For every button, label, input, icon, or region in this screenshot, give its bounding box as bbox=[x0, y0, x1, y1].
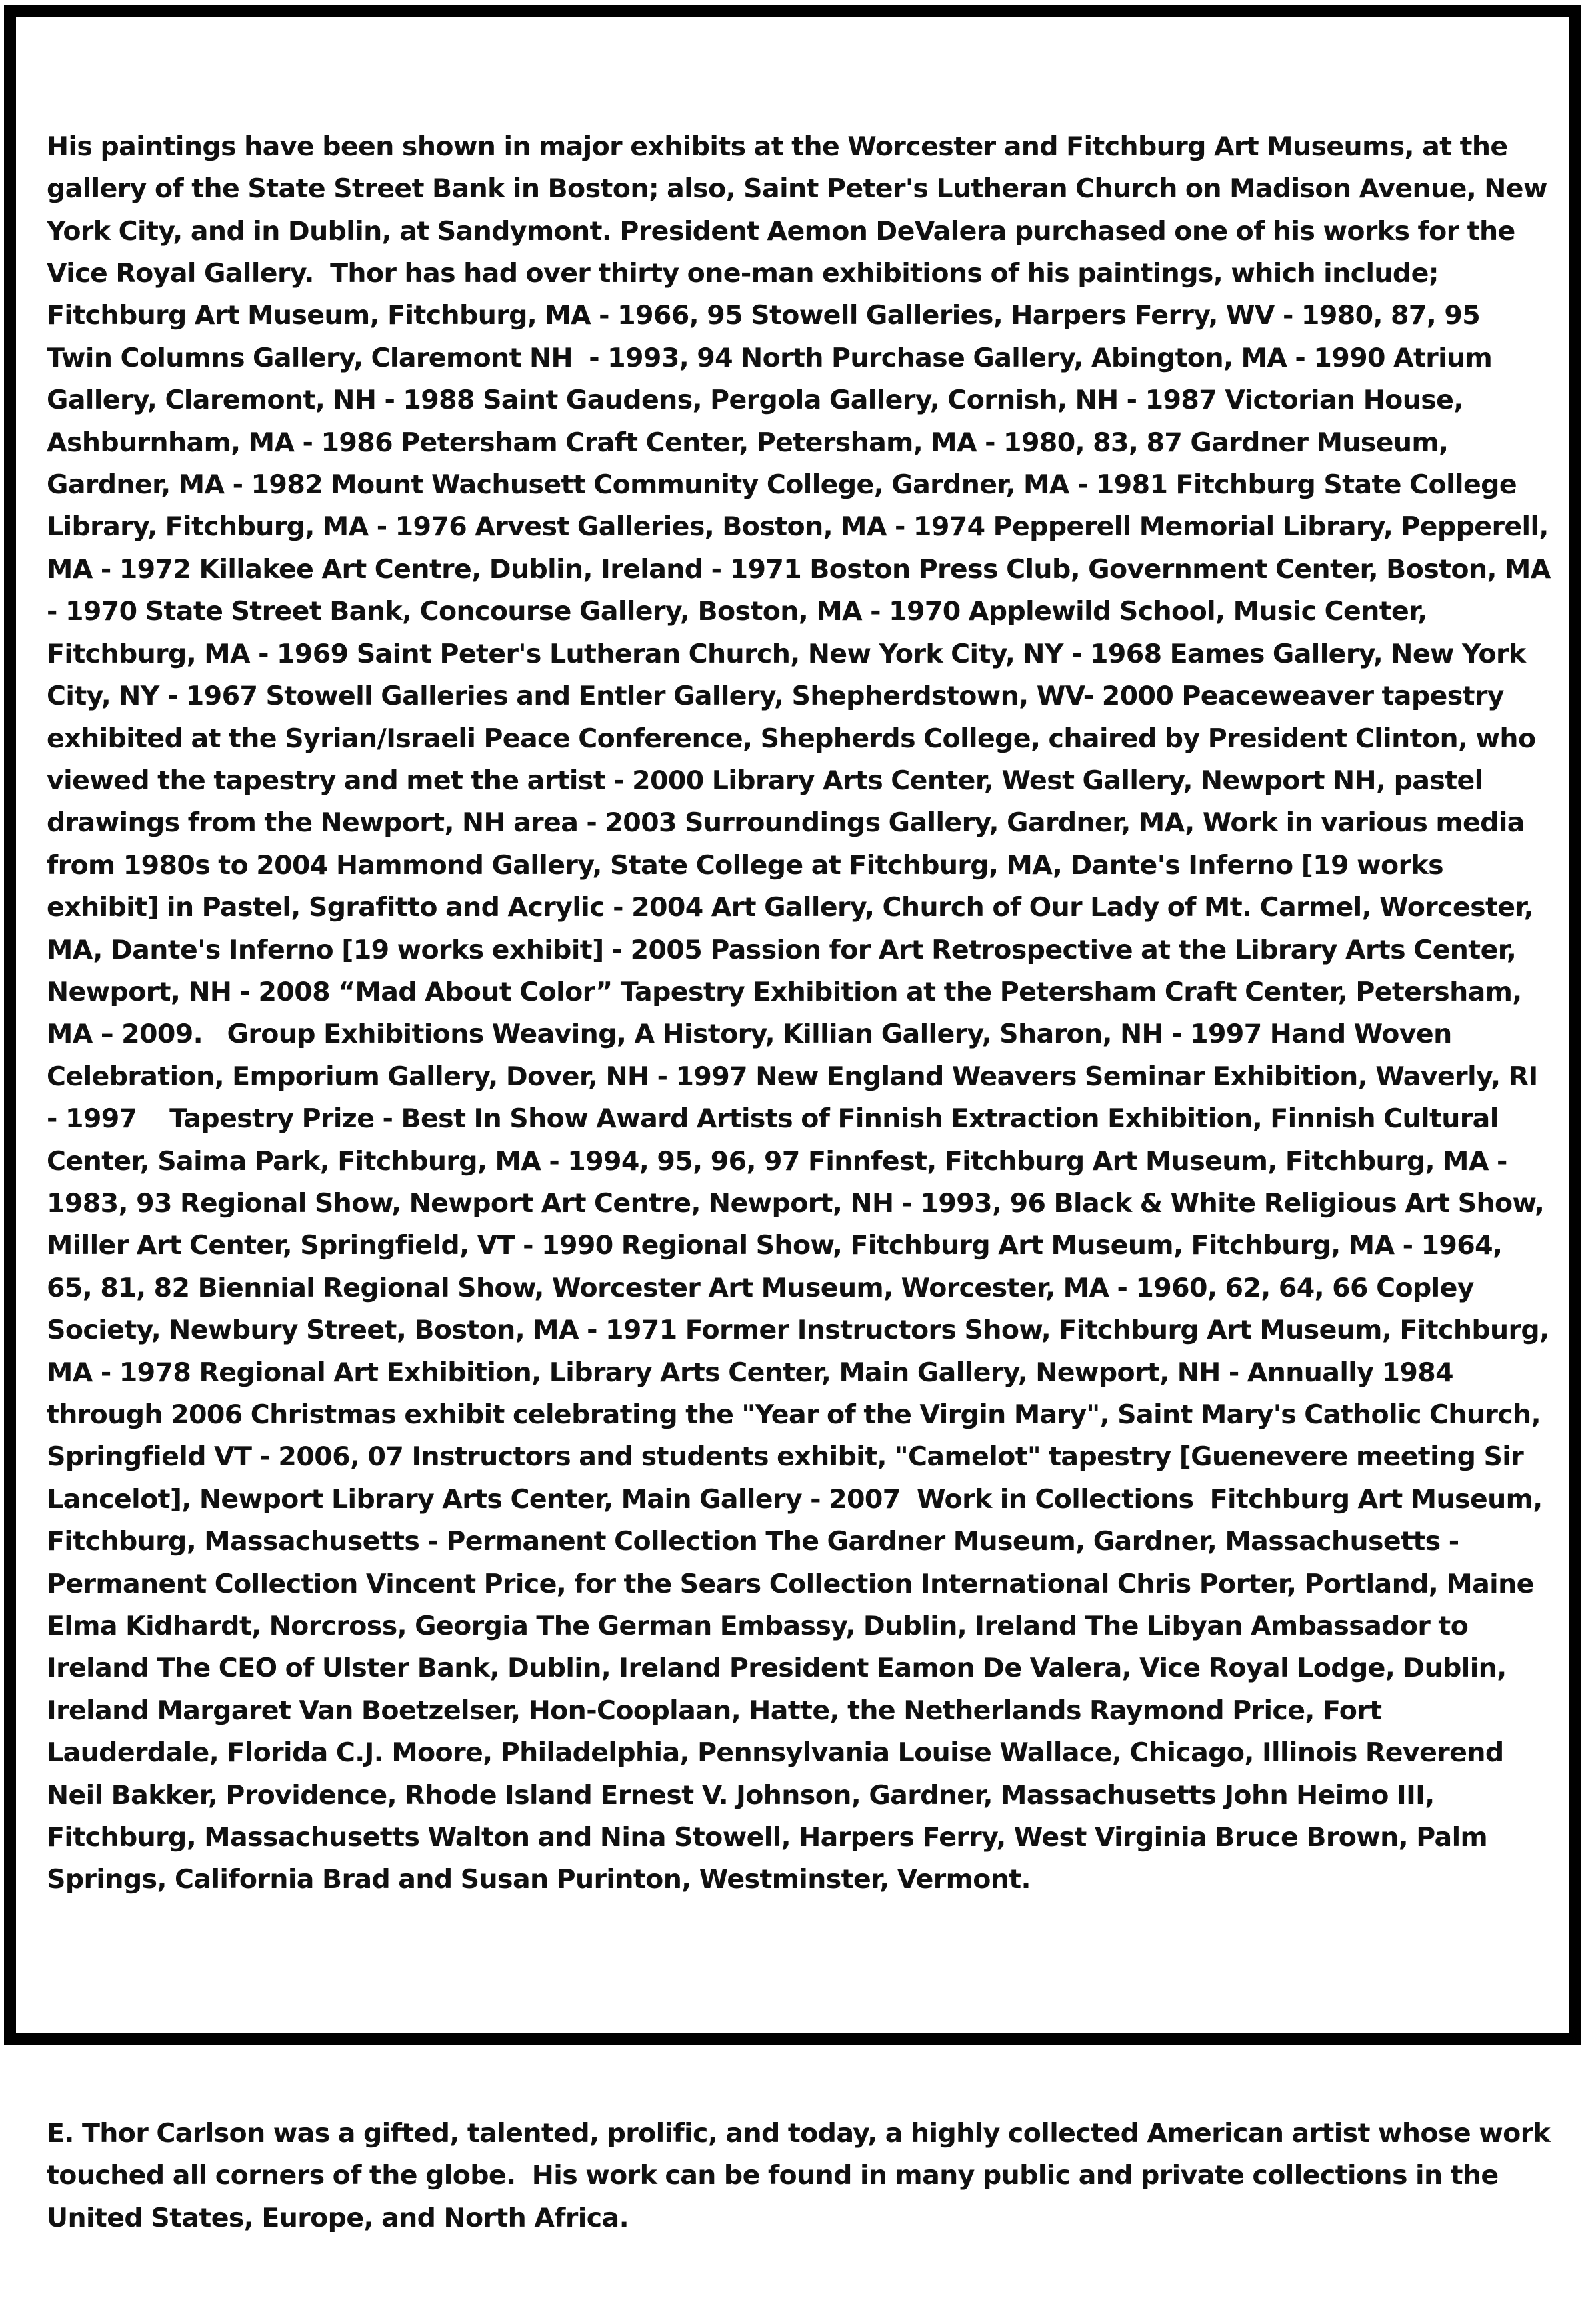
exhibitions-paragraph: His paintings have been shown in major exhibits at the Worcester and Fitchburg Art Museums, at the gallery of the State Street Bank in Boston; also, Saint Peter's Lutheran Church on Madison Avenue, New York City, and in Dublin, at Sandymont. President Aemon DeValera purchased one of his works for the Vice Royal Gallery. Thor has had over thirty one-man exhibitions of his paintings, which include; Fitchburg Art Museum, Fitchburg, MA - 1966, 95 Stowell Galleries, Harpers Ferry, WV - 1980, 87, 95 Twin Columns Gallery, Claremont NH - 1993, 94 North Purchase Gallery, Abington, MA - 1990 Atrium Gallery, Claremont, NH - 1988 Saint Gaudens, Pergola Gallery, Cornish, NH - 1987 Victorian House, Ashburnham, MA - 1986 Petersham Craft Center, Petersham, MA - 1980, 83, 87 Gardner Museum, Gardner, MA - 1982 Mount Wachusett Community College, Gardner, MA - 1981 Fitchburg State College Library, Fitchburg, MA - 1976 Arvest Galleries, Boston, MA - 1974 Pepperell Memorial Library, Pepperell, MA - 1972 Killakee Art Centre, Dublin, Ireland - 1971 Boston Press Club, Government Center, Boston, MA - 1970 State Street Bank, Concourse Gallery, Boston, MA - 1970 Applewild School, Music Center, Fitchburg, MA - 1969 Saint Peter's Lutheran Church, New York City, NY - 1968 Eames Gallery, New York City, NY - 1967 Stowell Galleries and Entler Gallery, Shepherdstown, WV- 2000 Peaceweaver tapestry exhibited at the Syrian/Israeli Peace Conference, Shepherds College, chaired by President Clinton, who viewed the tapestry and met the artist - 2000 Library Arts Center, West Gallery, Newport NH, pastel drawings from the Newport, NH area - 2003 Surroundings Gallery, Gardner, MA, Work in various media from 1980s to 2004 Hammond Gallery, State College at Fitchburg, MA, Dante's Inferno [19 works exhibit] in Pastel, Sgrafitto and Acrylic - 2004 Art Gallery, Church of Our Lady of Mt. Carmel, Worcester, MA, Dante's Inferno [19 works exhibit] - 2005 Passion for Art Retrospective at the Library Arts Center, Newport, NH - 2008 “Mad About Color” Tapestry Exhibition at the Petersham Craft Center, Petersham, MA – 2009. Group Exhibitions Weaving, A History, Killian Gallery, Sharon, NH - 1997 Hand Woven Celebration, Emporium Gallery, Dover, NH - 1997 New England Weavers Seminar Exhibition, Waverly, RI - 1997 Tapestry Prize - Best In Show Award Artists of Finnish Extraction Exhibition, Finnish Cultural Center, Saima Park, Fitchburg, MA - 1994, 95, 96, 97 Finnfest, Fitchburg Art Museum, Fitchburg, MA - 1983, 93 Regional Show, Newport Art Centre, Newport, NH - 1993, 96 Black & White Religious Art Show, Miller Art Center, Springfield, VT - 1990 Regional Show, Fitchburg Art Museum, Fitchburg, MA - 1964, 65, 81, 82 Biennial Regional Show, Worcester Art Museum, Worcester, MA - 1960, 62, 64, 66 Copley Society, Newbury Street, Boston, MA - 1971 Former Instructors Show, Fitchburg Art Museum, Fitchburg, MA - 1978 Regional Art Exhibition, Library Arts Center, Main Gallery, Newport, NH - Annually 1984 through 2006 Christmas exhibit celebrating the "Year of the Virgin Mary", Saint Mary's Catholic Church, Springfield VT - 2006, 07 Instructors and students exhibit, "Camelot" tapestry [Guenevere meeting Sir Lancelot], Newport Library Arts Center, Main Gallery - 2007 Work in Collections Fitchburg Art Museum, Fitchburg, Massachusetts - Permanent Collection The Gardner Museum, Gardner, Massachusetts - Permanent Collection Vincent Price, for the Sears Collection International Chris Porter, Portland, Maine Elma Kidhardt, Norcross, Georgia The German Embassy, Dublin, Ireland The Libyan Ambassador to Ireland The CEO of Ulster Bank, Dublin, Ireland President Eamon De Valera, Vice Royal Lodge, Dublin, Ireland Margaret Van Boetzelser, Hon-Cooplaan, Hatte, the Netherlands Raymond Price, Fort Lauderdale, Florida C.J. Moore, Philadelphia, Pennsylvania Louise Wallace, Chicago, Illinois Reverend Neil Bakker, Providence, Rhode Island Ernest V. Johnson, Gardner, Massachusetts John Heimo III, Fitchburg, Massachusetts Walton and Nina Stowell, Harpers Ferry, West Virginia Bruce Brown, Palm Springs, California Brad and Susan Purinton, Westminster, Vermont. bbox=[47, 131, 1559, 1895]
document-frame bbox=[4, 5, 1581, 2233]
summary-paragraph: E. Thor Carlson was a gifted, talented, prolific, and today, a highly collected American artist whose work touched all corners of the globe. His work can be found in many public and private collections in the United States, Europe, and North Africa. bbox=[47, 2117, 1559, 2233]
document-body bbox=[47, 41, 1559, 2324]
paragraph-spacer bbox=[47, 1986, 1553, 2028]
